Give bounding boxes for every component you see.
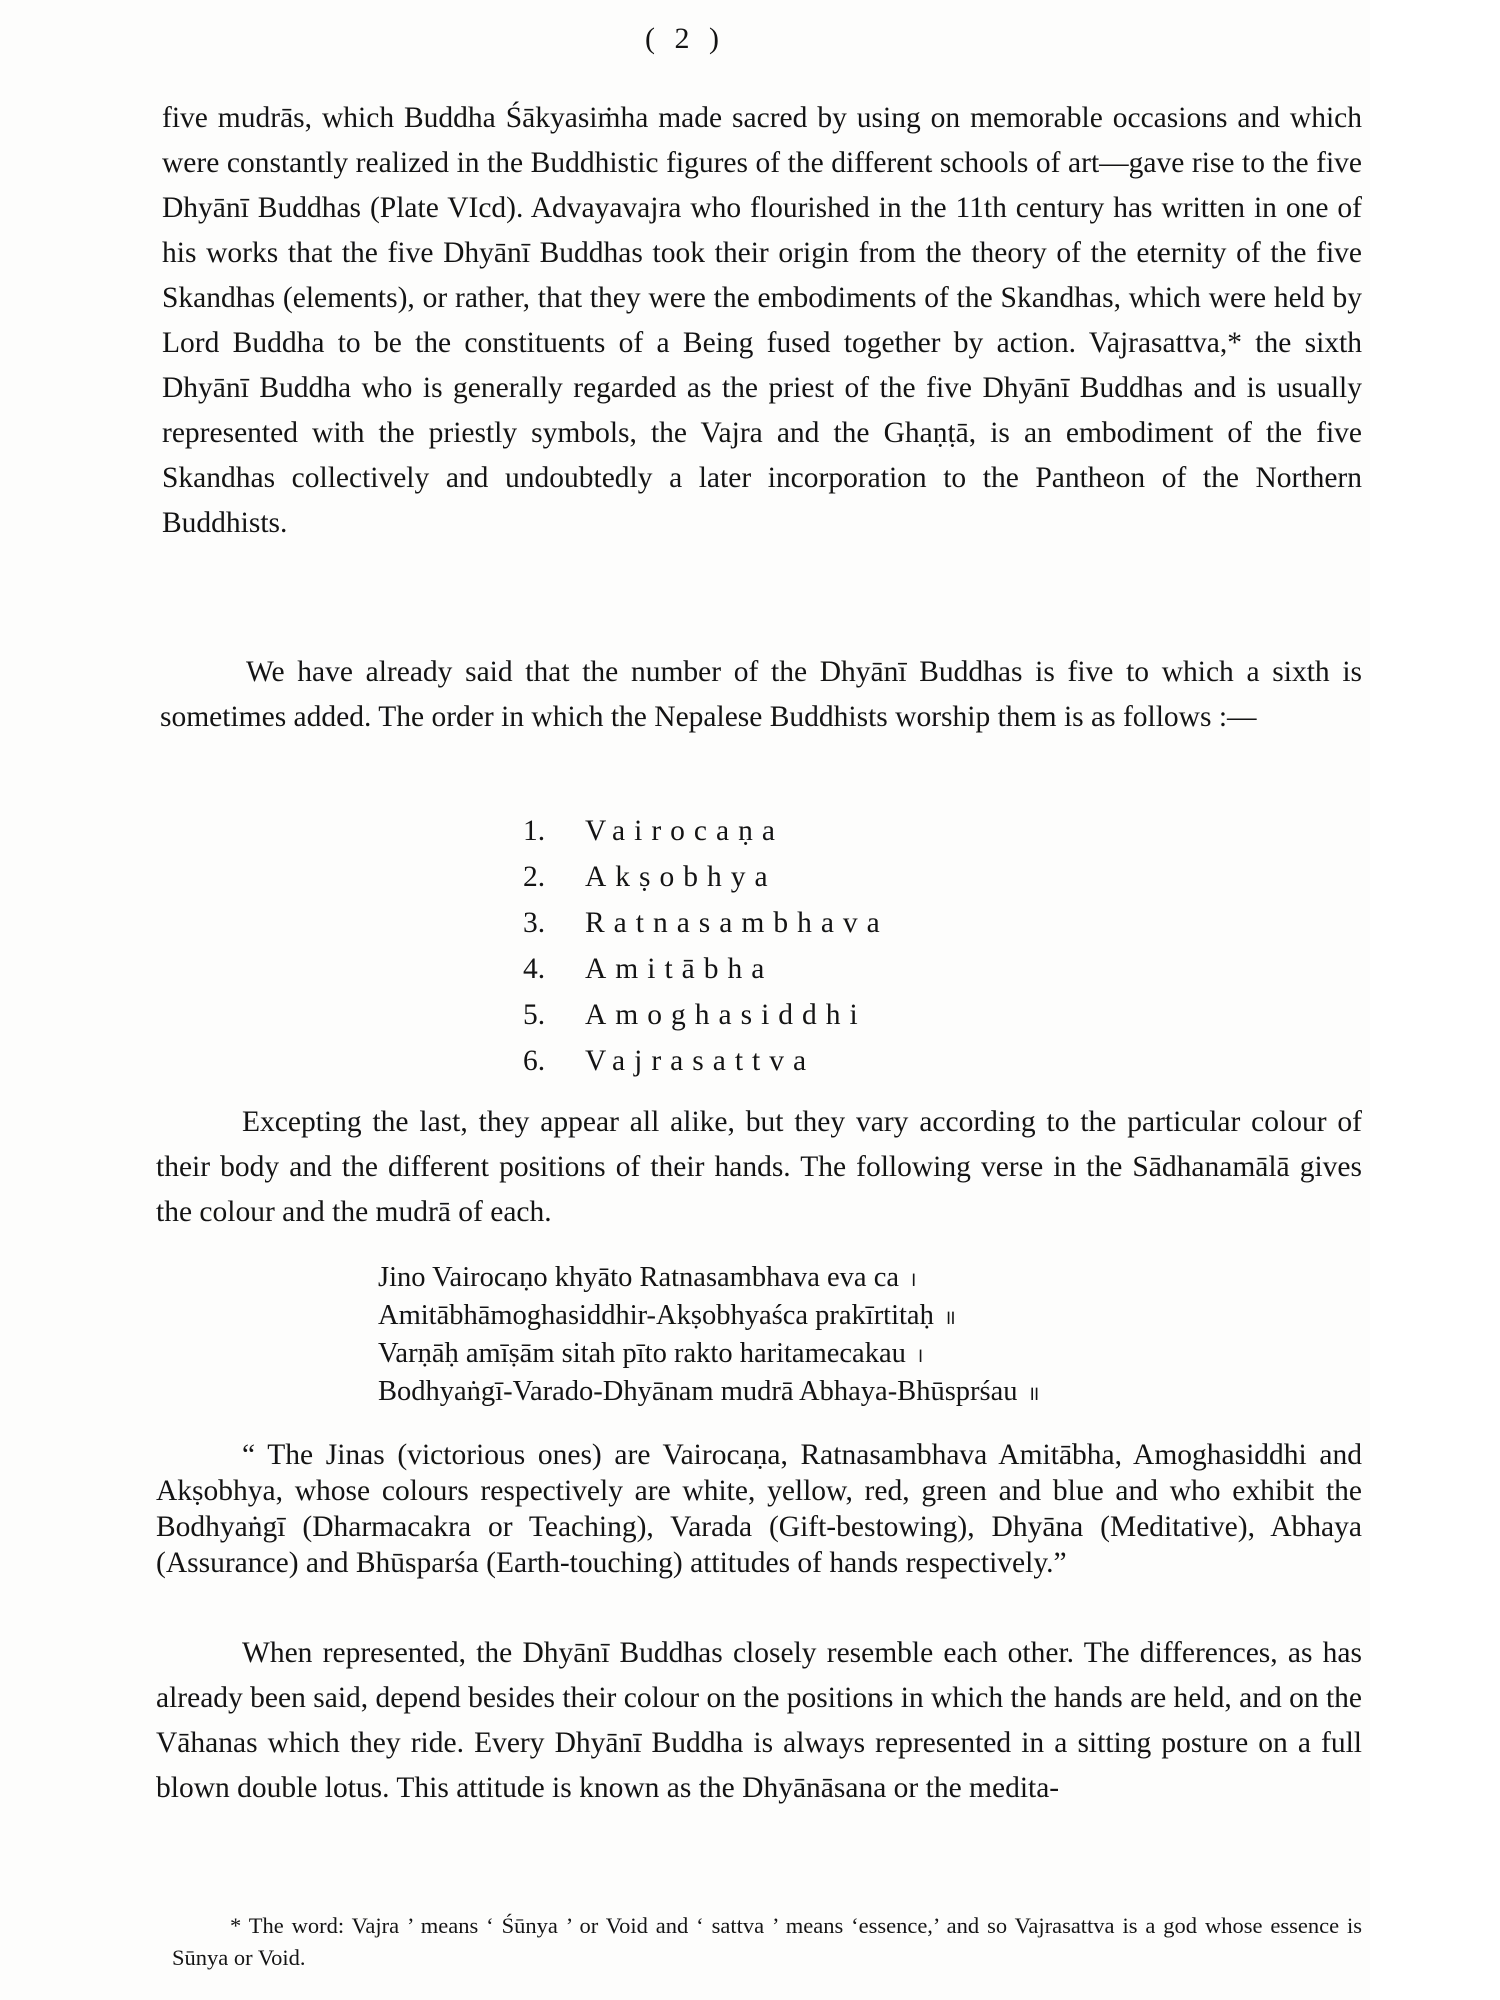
verse-text: Bodhyaṅgī-Varado-Dhyānam mudrā Abhaya-Bhūsprśau (378, 1376, 1018, 1407)
verse-line (378, 1374, 1040, 1412)
page-margin (1370, 0, 1500, 2000)
verse-line (378, 1336, 1040, 1374)
verse-line (378, 1260, 1040, 1298)
list-item (523, 900, 889, 946)
list-item (523, 1038, 889, 1084)
list-name: Akṣobhya (585, 861, 777, 893)
paragraph-representation: When represented, the Dhyānī Buddhas closely resemble each other. The differences, as has already been said, depend besides their colour on the positions in which the hands are held, and on the Vāhanas which they ride. Every Dhyānī Buddha is always represented in a sitting posture on a full blown double lotus. This attitude is known as the Dhyānāsana or the medita- (156, 1637, 1362, 1804)
list-number: 1. (523, 815, 546, 847)
verse-text: Jino Vairocaṇo khyāto Ratnasambhava eva ca (378, 1262, 900, 1293)
list-item (523, 946, 889, 992)
list-number: 3. (523, 907, 546, 939)
list-number: 2. (523, 861, 546, 893)
list-number: 4. (523, 953, 546, 985)
paragraph-number-of-buddhas: We have already said that the number of the Dhyānī Buddhas is five to which a sixth is sometimes added. The order in which the Nepalese Buddhists worship them is as follows :— (160, 656, 1362, 733)
verse-line (378, 1298, 1040, 1336)
danda-mark: ॥ (1027, 1383, 1040, 1405)
verse-text: Amitābhāmoghasiddhir-Akṣobhyaśca prakīrtitaḥ (378, 1300, 934, 1331)
list-name: Amitābha (585, 953, 774, 985)
page-number: ( 2 ) (645, 22, 725, 55)
paragraph-verse-translation: “ The Jinas (victorious ones) are Vairocaṇa, Ratnasambhava Amitābha, Amoghasiddhi and Akṣobhya, whose colours respectively are white, yellow, red, green and blue and who exhibit the Bodhyaṅgī (Dharmacakra or Teaching), Varada (Gift-bestowing), Dhyāna (Meditative), Abhaya (Assurance) and Bhūsparśa (Earth-touching) attitudes of hands respectively.” (156, 1439, 1362, 1579)
list-item (523, 992, 889, 1038)
list-number: 6. (523, 1045, 546, 1077)
paragraph-dhyani-origin: five mudrās, which Buddha Śākyasiṁha made sacred by using on memorable occasions and which were constantly realized in the Buddhistic figures of the different schools of art—gave rise to the five Dhyānī Buddhas (Plate VIcd). Advayavajra who flourished in the 11th century has written in one of his works that the five Dhyānī Buddhas took their origin from the theory of the eternity of the five Skandhas (elements), or rather, that they were the embodiments of the Skandhas, which were held by Lord Buddha to be the constituents of a Being fused together by action. Vajrasattva,* the sixth Dhyānī Buddha who is generally regarded as the priest of the five Dhyānī Buddhas and is usually represented with the priestly symbols, the Vajra and the Ghaṇṭā, is an embodiment of the five Skandhas collectively and undoubtedly a later incorporation to the Pantheon of the Northern Buddhists. (162, 102, 1362, 539)
list-number: 5. (523, 999, 546, 1031)
list-item (523, 808, 889, 854)
paragraph-colours-intro: Excepting the last, they appear all alike, but they vary according to the particular colour of their body and the different positions of their hands. The following verse in the Sādhanamālā gives the colour and the mudrā of each. (156, 1106, 1362, 1228)
footnote: * The word: Vajra ’ means ‘ Śūnya ’ or Void and ‘ sattva ’ means ‘essence,’ and so Vajrasattva is a god whose essence is Sūnya or Void. (172, 1913, 1362, 1970)
sanskrit-verse (378, 1260, 1040, 1412)
list-name: Vajrasattva (585, 1045, 816, 1077)
list-item (523, 854, 889, 900)
list-name: Amoghasiddhi (585, 999, 867, 1031)
danda-mark: । (909, 1269, 917, 1291)
danda-mark: । (915, 1345, 924, 1367)
verse-text: Varṇāḥ amīṣām sitah pīto rakto haritamecakau (378, 1338, 906, 1369)
list-name: Vairocaṇa (585, 815, 784, 847)
danda-mark: ॥ (943, 1307, 956, 1329)
list-name: Ratnasambhava (585, 907, 889, 939)
dhyani-buddha-list (523, 808, 889, 1084)
